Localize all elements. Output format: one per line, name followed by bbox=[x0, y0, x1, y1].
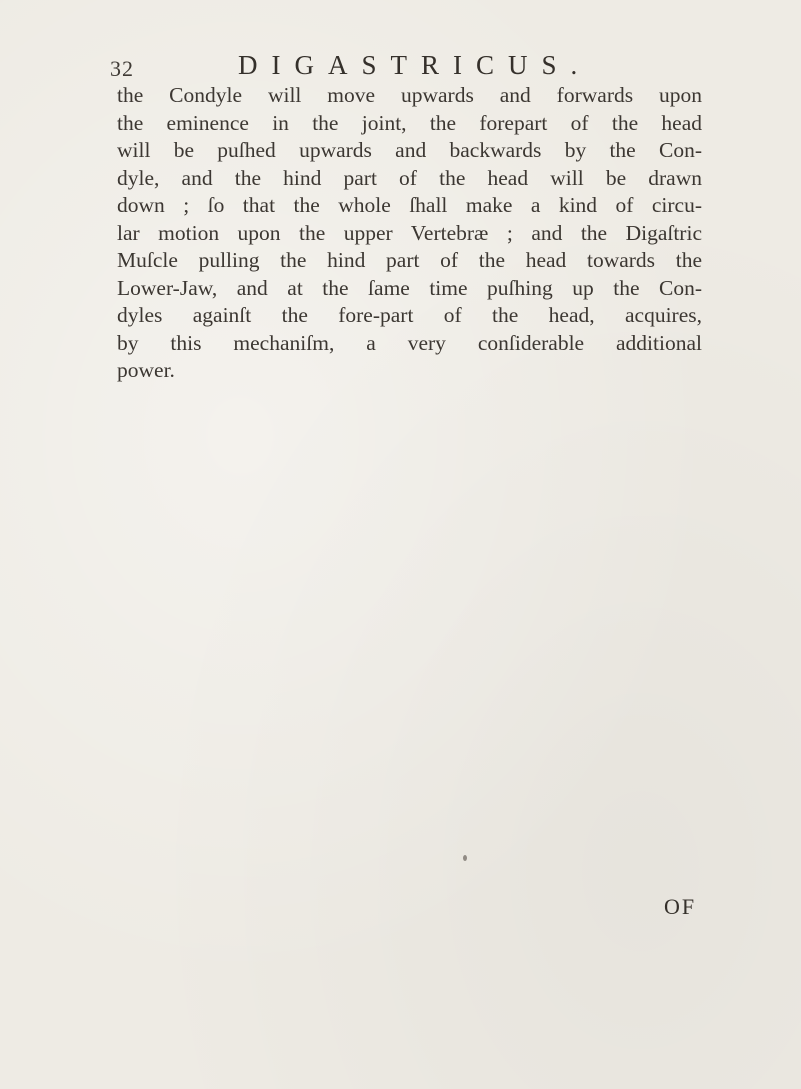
body-paragraph bbox=[117, 82, 702, 385]
text-line: down ; ſo that the whole ſhall make a kind of circu- bbox=[117, 193, 702, 217]
catchword: OF bbox=[664, 894, 697, 919]
text-line: Muſcle pulling the hind part of the head towards the bbox=[117, 248, 702, 272]
text-line: the eminence in the joint, the forepart of the head bbox=[117, 110, 702, 135]
ink-speck bbox=[463, 855, 467, 861]
text-line: dyles againſt the fore-part of the head, acquires, bbox=[117, 303, 702, 327]
text-line-last: power. bbox=[117, 358, 175, 382]
text-line: will be puſhed upwards and backwards by the Con- bbox=[117, 138, 702, 162]
text-line: Lower-Jaw, and at the ſame time puſhing up the Con- bbox=[117, 275, 702, 300]
text-line: by this mechaniſm, a very conſiderable additional bbox=[117, 330, 702, 355]
page-number: 32 bbox=[110, 56, 134, 81]
text-line: the Condyle will move upwards and forwards upon bbox=[117, 83, 702, 107]
text-line: lar motion upon the upper Vertebræ ; and the Digaſtric bbox=[117, 220, 702, 245]
running-head: DIGASTRICUS. bbox=[238, 50, 592, 80]
page-header bbox=[110, 50, 710, 86]
text-line: dyle, and the hind part of the head will be drawn bbox=[117, 165, 702, 190]
